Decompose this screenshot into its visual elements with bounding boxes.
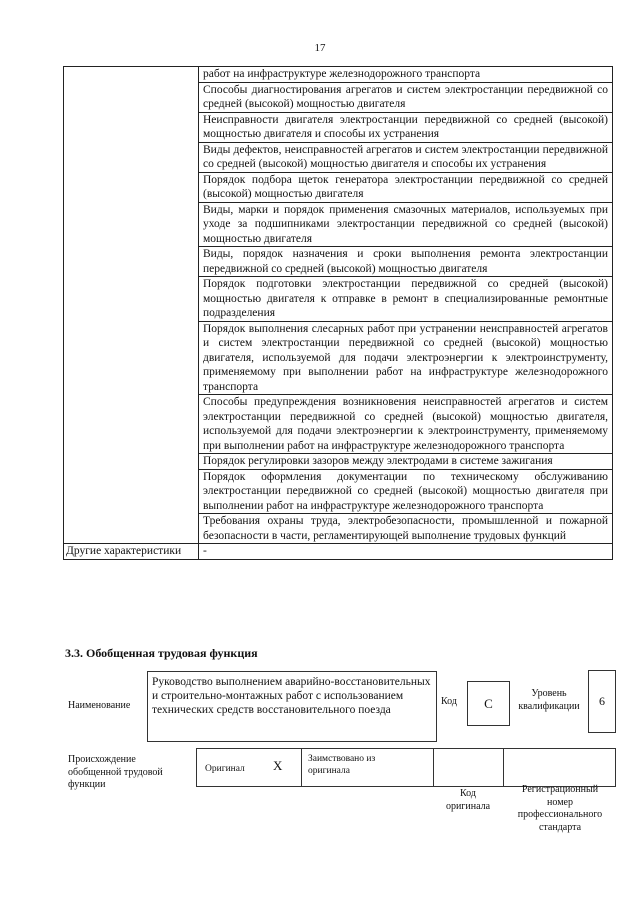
code-original-cell [434,749,504,786]
requirement-text: Неисправности двигателя электростанции передвижной со средней (высокой) мощностью двигателя и способы их устранения [199,112,613,142]
requirement-text: Виды, порядок назначения и сроки выполнения ремонта электростанции передвижной со средней (высокой) мощностью двигателя [199,247,613,277]
table-row [64,67,613,83]
requirement-text: Виды, марки и порядок применения смазочных материалов, используемых при уходе за подшипниками электростанции передвижной со средней (высокой) мощностью двигателя [199,202,613,247]
level-label: Уровень квалификации [518,688,580,712]
page-number: 17 [314,42,326,54]
requirement-text: Порядок оформления документации по техническому обслуживанию электростанции передвижной со средней (высокой) мощностью двигателя при выполнении работ на инфраструктуре железнодорожного транспорта [199,469,613,514]
code-value: C [467,681,510,726]
code-original-label: Код оригинала [445,788,491,812]
reg-number-cell [504,749,615,786]
requirement-text: Порядок подбора щеток генератора электростанции передвижной со средней (высокой) мощностью двигателя [199,172,613,202]
requirements-table [63,66,613,560]
requirement-text: Порядок регулировки зазоров между электродами в системе зажигания [199,454,613,470]
borrowed-label: Заимствовано из оригинала [308,754,376,776]
requirement-text: Способы диагностирования агрегатов и систем электростанции передвижной со средней (высокой) мощностью двигателя [199,82,613,112]
original-mark: X [273,758,283,773]
origin-row [196,748,616,787]
requirement-text: Виды дефектов, неисправностей агрегатов и систем электростанции передвижной со средней (высокой) мощностью двигателя и способы их устранения [199,142,613,172]
other-characteristics-label: Другие характеристики [64,544,199,560]
original-cell [197,749,302,786]
code-label: Код [441,696,457,707]
requirement-text: Способы предупреждения возникновения неисправностей агрегатов и систем электростанции передвижной со средней (высокой) мощностью двигателя, используемой для подачи электроэнергии к электроинструменту, применяемому при выполнении работ на инфраструктуре железнодорожного транспорта [199,395,613,454]
table-row-other [64,544,613,560]
reg-number-label: Регистрационный номер профессионального стандарта [517,784,603,833]
requirement-text: Порядок подготовки электростанции передвижной со средней (высокой) мощностью двигателя к отправке в ремонт в специализированные ремонтные подразделения [199,277,613,322]
borrowed-cell [302,749,434,786]
requirement-text: Требования охраны труда, электробезопасности, промышленной и пожарной безопасности в части, регламентирующей выполнение трудовых функций [199,514,613,544]
name-label: Наименование [68,700,131,711]
original-label: Оригинал [205,764,245,774]
function-name-value: Руководство выполнением аварийно-восстановительных и строительно-монтажных работ с использованием технических средств восстановительного поезда [147,671,437,742]
origin-label: Происхождение обобщенной трудовой функции [68,754,163,790]
requirement-text: работ на инфраструктуре железнодорожного транспорта [199,67,613,83]
requirement-text: Порядок выполнения слесарных работ при устранении неисправностей агрегатов и систем электростанции передвижной со средней (высокой) мощностью двигателя, используемой для подачи электроэнергии к электроинструменту, применяемому при выполнении работ на инфраструктуре железнодорожного транспорта [199,321,613,395]
row-label-cell [64,67,199,544]
section-title: 3.3. Обобщенная трудовая функция [65,646,258,660]
other-characteristics-value: - [199,544,613,560]
level-value: 6 [588,670,616,733]
